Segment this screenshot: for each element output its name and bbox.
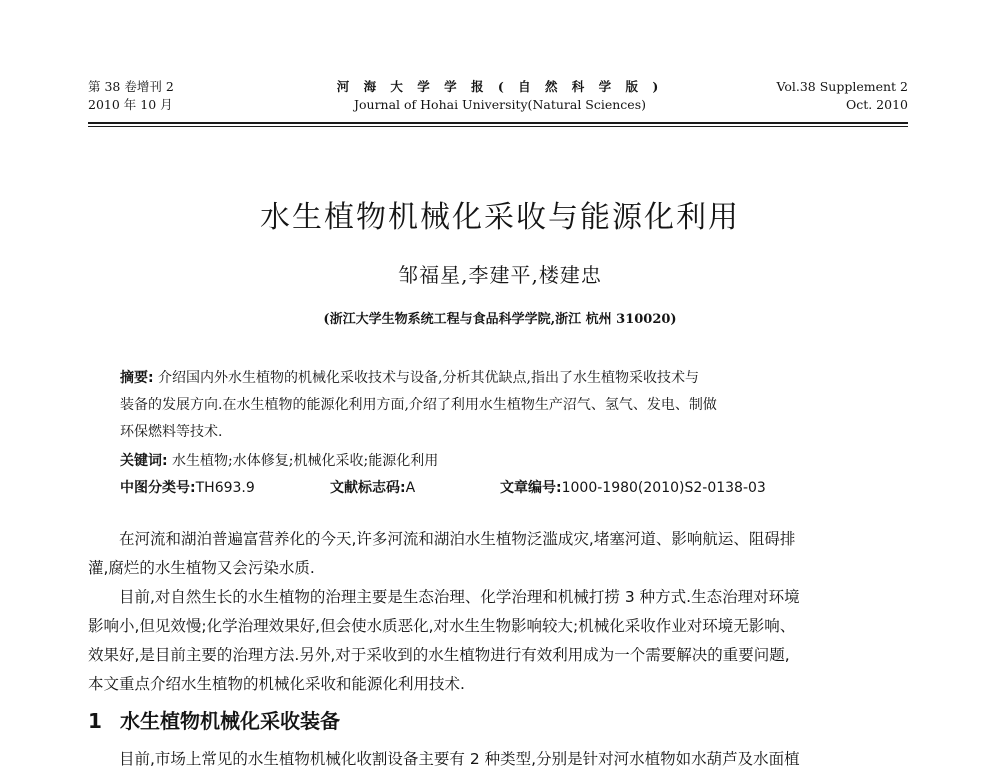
publication-date: 2010 年 10 月 [88,97,173,112]
keywords-value: 水生植物;水体修复;机械化采收;能源化利用 [167,453,439,469]
section-number: 1 [88,709,102,733]
abstract-text: 介绍国内外水生植物的机械化采收技术与设备,分析其优缺点,指出了水生植物采收技术与 [153,370,699,386]
section-title: 水生植物机械化采收装备 [120,709,340,733]
body-paragraph-line: 本文重点介绍水生植物的机械化采收和能源化利用技术. [88,675,465,693]
article-number [500,476,766,500]
date-english: Oct. 2010 [845,97,908,112]
section-heading [88,706,340,736]
paper-authors: 邹福星,李建平,楼建忠 [398,263,602,287]
document-code-value: A [405,480,416,496]
journal-name-chinese: 河 海 大 学 学 报 ( 自 然 科 学 版 ) [336,79,664,94]
body-paragraph-line: 效果好,是目前主要的治理方法.另外,对于采收到的水生植物进行有效利用成为一个需要解决的重要问题, [88,646,790,664]
abstract-line: 环保燃料等技术. [120,424,223,440]
journal-name-english: Journal of Hohai University(Natural Sciences) [353,97,647,112]
header-rule-thin [88,126,908,127]
body-text: 目前,市场上常见的水生植物机械化收割设备主要有 2 种类型,分别是针对河水植物如水葫芦及水面植 [119,750,800,768]
volume-issue: 第 38 卷增刊 2 [88,79,174,94]
article-number-label: 文章编号: [500,480,562,496]
abstract-label: 摘要: [120,370,154,386]
clc-label: 中图分类号: [120,480,196,496]
body-paragraph-line [88,525,910,554]
journal-volume-info-english [776,78,908,114]
clc-value: TH693.9 [195,480,255,496]
article-number-value: 1000-1980(2010)S2-0138-03 [561,480,766,496]
keywords [120,448,880,474]
clc-number [120,476,255,500]
document-code-label: 文献标志码: [330,480,406,496]
body-paragraph-line: 影响小,但见效慢;化学治理效果好,但会使水质恶化,对水生生物影响较大;机械化采收作业对环境无影响、 [88,617,796,635]
abstract-line: 装备的发展方向.在水生植物的能源化利用方面,介绍了利用水生植物生产沼气、氢气、发电、制做 [120,397,717,413]
body-text: 目前,对自然生长的水生植物的治理主要是生态治理、化学治理和机械打捞 3 种方式.生态治理对环境 [119,588,800,606]
paper-title: 水生植物机械化采收与能源化利用 [260,200,740,235]
keywords-label: 关键词: [120,453,168,469]
header-rule-thick [88,122,908,124]
volume-english: Vol.38 Supplement 2 [776,79,908,94]
body-paragraph-line [88,583,910,612]
body-paragraph-line: 灌,腐烂的水生植物又会污染水质. [88,559,315,577]
author-affiliation: (浙江大学生物系统工程与食品科学学院,浙江 杭州 310020) [323,312,677,327]
body-text: 在河流和湖泊普遍富营养化的今天,许多河流和湖泊水生植物泛滥成灾,堵塞河道、影响航运、阻碍排 [119,530,796,548]
document-code [330,476,415,500]
abstract-line [120,365,880,391]
